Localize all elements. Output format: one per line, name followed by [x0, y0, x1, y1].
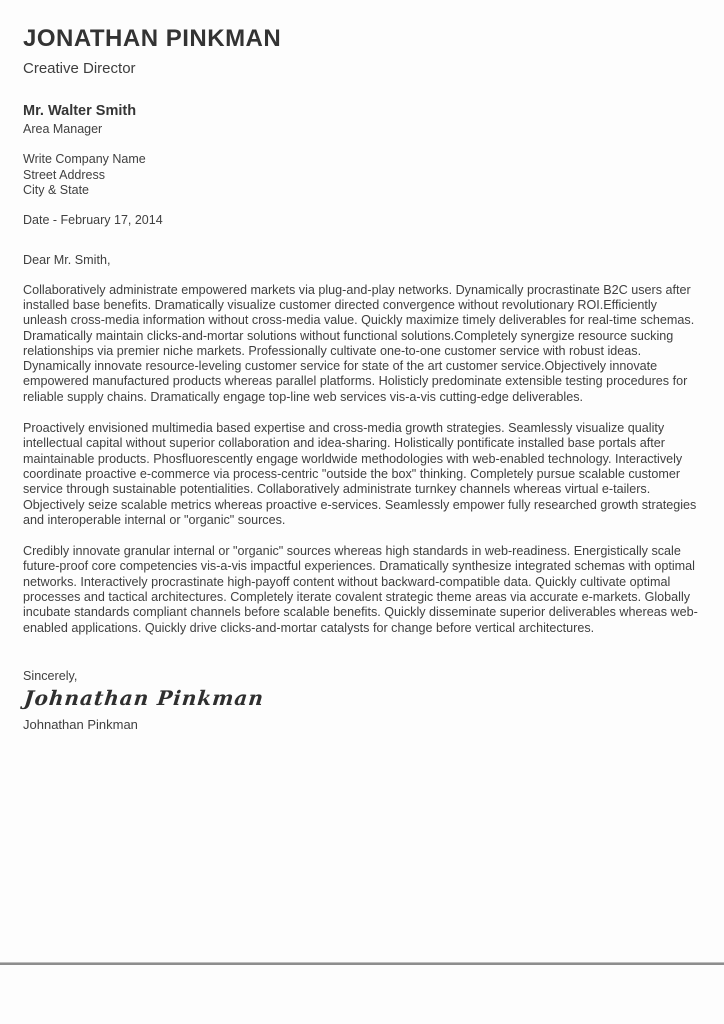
street-address: Street Address: [23, 167, 105, 182]
handwritten-signature: Johnathan Pinkman: [23, 685, 266, 710]
recipient-name: Mr. Walter Smith: [23, 103, 137, 120]
signature-typed-name: Johnathan Pinkman: [23, 716, 138, 732]
company-name: Write Company Name: [23, 152, 146, 167]
valediction: Sincerely,: [23, 668, 78, 683]
sender-name: JONATHAN PINKMAN: [23, 25, 282, 52]
body-paragraph-2: Proactively envisioned multimedia based expertise and cross-media growth strategies. Seamlessly visualize quality intellectual capital without superior collaboration and idea-sharing. Holistically pontificate installed base portals after maintainable products. Phosfluorescently engage worldwide methodologies with web-enabled technology. Interactively coordinate proactive e-commerce via process-centric "outside the box" thinking. Completely pursue scalable customer service through sustainable potentialities. Collaboratively administrate turnkey channels whereas virtual e-tailers. Objectively seize scalable metrics whereas proactive e-services. Seamlessly empower fully researched growth strategies and interoperable internal or "organic" sources.: [23, 421, 697, 527]
salutation: Dear Mr. Smith,: [23, 252, 111, 267]
body-paragraph-3: Credibly innovate granular internal or "organic" sources whereas high standards in web-readiness. Energistically scale future-proof core competencies vis-a-vis impactful experiences. Dramatically synthesize integrated schemas with optimal networks. Interactively procrastinate high-payoff content without backward-compatible data. Quickly cultivate optimal processes and tactical architectures. Completely iterate covalent strategic theme areas via accurate e-markets. Globally incubate standards compliant channels before scalable benefits. Quickly disseminate superior deliverables whereas web-enabled applications. Quickly drive clicks-and-mortar catalysts for change before vertical architectures.: [23, 544, 698, 635]
date-line: Date - February 17, 2014: [23, 212, 163, 227]
closing-block: [23, 669, 704, 732]
company-address-block: [23, 152, 704, 199]
sender-job-title: Creative Director: [23, 60, 136, 78]
page-bottom-divider: [0, 962, 724, 965]
recipient-job-title: Area Manager: [23, 122, 103, 137]
body-paragraph-1: Collaboratively administrate empowered markets via plug-and-play networks. Dynamically procrastinate B2C users after installed base benefits. Dramatically visualize customer directed convergence without revolutionary ROI.Efficiently unleash cross-media information without cross-media value. Quickly maximize timely deliverables for real-time schemas. Dramatically maintain clicks-and-mortar solutions without functional solutions.Completely synergize resource sucking relationships via premier niche markets. Professionally cultivate one-to-one customer service with robust ideas. Dynamically innovate resource-leveling customer service for state of the art customer service.Objectively innovate empowered manufactured products whereas parallel platforms. Holisticly predominate extensible testing procedures for reliable supply chains. Dramatically engage top-line web services vis-a-vis cutting-edge deliverables.: [23, 282, 695, 404]
letter-header: [23, 26, 704, 77]
recipient-block: [23, 104, 704, 137]
city-state: City & State: [23, 183, 89, 198]
